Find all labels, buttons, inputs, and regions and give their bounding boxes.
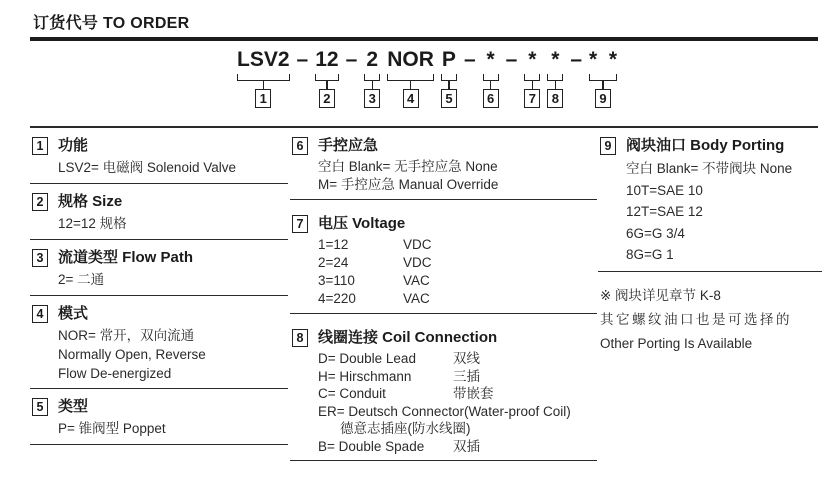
spec-column-right xyxy=(598,136,822,356)
code-segment-text: NOR xyxy=(387,48,434,71)
spec-item-body xyxy=(318,158,597,194)
spec-row xyxy=(58,158,288,178)
code-bracket xyxy=(524,74,540,81)
spec-item-4 xyxy=(30,304,288,389)
spec-item-body xyxy=(626,158,822,266)
spec-item-header xyxy=(32,397,288,417)
code-segment xyxy=(524,48,540,108)
code-segment-text: – xyxy=(463,48,476,71)
row-label: NOR= 常开，双向流通 xyxy=(58,328,195,343)
spec-item-header xyxy=(32,248,288,268)
spec-item-body xyxy=(318,236,597,308)
row-label: M= 手控应急 Manual Override xyxy=(318,177,499,192)
code-position-box: 5 xyxy=(441,89,457,108)
row-label: C= Conduit xyxy=(318,386,386,401)
spec-row xyxy=(626,201,822,223)
code-position-box: 9 xyxy=(595,89,611,108)
code-segment xyxy=(483,48,499,108)
spec-item-body xyxy=(58,158,288,178)
spec-item-header xyxy=(32,192,288,212)
spec-column-left xyxy=(30,136,288,453)
item-number-box: 4 xyxy=(32,305,48,323)
item-number-box: 9 xyxy=(600,137,616,155)
spec-item-2 xyxy=(30,192,288,240)
code-bracket xyxy=(387,74,434,81)
spec-item-header xyxy=(32,304,288,324)
row-note: VAC xyxy=(403,273,430,288)
spec-item-header xyxy=(292,214,597,234)
spec-row xyxy=(318,385,597,403)
code-segment xyxy=(387,48,434,108)
spec-column-middle xyxy=(290,136,597,475)
row-label: 空白 Blank= 无手控应急 None xyxy=(318,159,498,174)
code-position-box: 1 xyxy=(255,89,271,108)
row-note: VDC xyxy=(403,255,432,270)
spec-item-body xyxy=(318,350,597,455)
spec-row xyxy=(318,236,597,254)
code-bracket-stem xyxy=(532,81,534,89)
item-number-box: 3 xyxy=(32,249,48,267)
code-segment xyxy=(237,48,290,108)
code-position-box: 3 xyxy=(364,89,380,108)
code-bracket xyxy=(441,74,457,81)
spec-row xyxy=(318,290,597,308)
spec-item-body xyxy=(58,326,288,383)
row-label: 3=110 xyxy=(318,273,355,288)
spec-item-3 xyxy=(30,248,288,296)
row-label: 4=220 xyxy=(318,291,356,306)
spec-row xyxy=(626,244,822,266)
row-label: 10T=SAE 10 xyxy=(626,182,703,198)
spec-row xyxy=(318,158,597,176)
header-divider xyxy=(30,126,818,128)
row-label: 1=12 xyxy=(318,237,349,252)
row-label: LSV2= 电磁阀 Solenoid Valve xyxy=(58,160,236,175)
item-number-box: 2 xyxy=(32,193,48,211)
code-segment-text: – xyxy=(345,48,358,71)
spec-item-1 xyxy=(30,136,288,184)
code-position-box: 7 xyxy=(524,89,540,108)
code-segment xyxy=(547,48,563,108)
title-divider xyxy=(30,37,818,41)
item-title: 电压 Voltage xyxy=(318,215,406,232)
porting-note xyxy=(600,284,822,356)
item-title: 类型 xyxy=(58,398,89,415)
row-label: 2=24 xyxy=(318,255,349,270)
spec-item-header xyxy=(292,328,597,348)
spec-row xyxy=(58,345,288,364)
code-position-box: 6 xyxy=(483,89,499,108)
row-label: P= 锥阀型 Poppet xyxy=(58,421,166,436)
row-note: 双线 xyxy=(453,351,480,366)
code-dash xyxy=(346,48,358,72)
item-title: 规格 Size xyxy=(58,193,123,210)
item-title: 功能 xyxy=(58,137,89,154)
code-segment-text: 2 xyxy=(366,48,379,71)
porting-note-line: 其它螺纹油口也是可选择的 xyxy=(600,311,792,327)
spec-item-9 xyxy=(598,136,822,272)
row-note: VAC xyxy=(403,291,430,306)
code-position-box: 4 xyxy=(403,89,419,108)
spec-row xyxy=(318,368,597,386)
code-bracket xyxy=(589,74,617,81)
row-label: 2= 二通 xyxy=(58,272,105,287)
row-label: Flow De-energized xyxy=(58,366,172,381)
spec-row xyxy=(58,214,288,234)
spec-item-body xyxy=(58,270,288,290)
code-segment-text: – xyxy=(296,48,309,71)
code-bracket-stem xyxy=(326,81,328,89)
row-label: 12T=SAE 12 xyxy=(626,204,703,219)
code-segment-text: * xyxy=(486,48,495,71)
code-dash xyxy=(464,48,476,72)
spec-item-header xyxy=(600,136,822,156)
item-title: 手控应急 xyxy=(318,137,379,154)
row-note: 带嵌套 xyxy=(453,386,494,401)
spec-item-header xyxy=(32,136,288,156)
row-label: ER= Deutsch Connector(Water-proof Coil) xyxy=(318,403,571,419)
item-number-box: 6 xyxy=(292,137,308,155)
item-number-box: 1 xyxy=(32,137,48,155)
row-label: D= Double Lead xyxy=(318,351,416,366)
row-label: Normally Open, Reverse xyxy=(58,347,206,362)
code-segment xyxy=(364,48,380,108)
code-bracket-stem xyxy=(410,81,412,89)
code-bracket-stem xyxy=(372,81,374,89)
spec-row xyxy=(626,223,822,245)
code-segment xyxy=(589,48,617,108)
spec-row xyxy=(318,254,597,272)
spec-row xyxy=(58,270,288,290)
code-position-box: 2 xyxy=(319,89,335,108)
spec-row xyxy=(318,350,597,368)
row-note: VDC xyxy=(403,237,432,252)
code-segment-text: * xyxy=(551,48,560,71)
spec-row xyxy=(626,158,822,180)
item-title: 阀块油口 Body Porting xyxy=(626,137,785,154)
code-dash xyxy=(570,48,582,72)
spec-row xyxy=(318,272,597,290)
row-label: B= Double Spade xyxy=(318,438,425,454)
code-segment-text: – xyxy=(570,48,582,71)
code-segment xyxy=(315,48,338,108)
code-segment xyxy=(441,48,457,108)
item-title: 线圈连接 Coil Connection xyxy=(318,329,498,346)
code-bracket-stem xyxy=(263,81,265,89)
spec-item-body xyxy=(58,214,288,234)
spec-item-7 xyxy=(290,214,597,314)
spec-item-body xyxy=(58,419,288,439)
spec-item-5 xyxy=(30,397,288,445)
code-bracket xyxy=(237,74,290,81)
code-segment-text: LSV2 xyxy=(237,48,290,71)
spec-row xyxy=(626,180,822,202)
code-bracket-stem xyxy=(448,81,450,89)
order-code-diagram xyxy=(237,48,617,108)
spec-row xyxy=(318,403,597,421)
spec-item-header xyxy=(292,136,597,156)
spec-column-right-items xyxy=(598,136,822,272)
code-bracket-stem xyxy=(490,81,492,89)
row-label: 12=12 规格 xyxy=(58,216,127,231)
spec-row xyxy=(318,176,597,194)
code-bracket xyxy=(315,74,338,81)
code-bracket xyxy=(364,74,380,81)
spec-item-6 xyxy=(290,136,597,200)
spec-row xyxy=(58,419,288,439)
row-label: 空白 Blank= 不带阀块 None xyxy=(626,161,793,176)
code-segment-text: P xyxy=(441,48,456,71)
spec-row xyxy=(58,364,288,383)
item-title: 流道类型 Flow Path xyxy=(58,249,194,266)
code-bracket xyxy=(483,74,499,81)
page-title: 订货代号 TO ORDER xyxy=(33,15,190,32)
row-label: H= Hirschmann xyxy=(318,368,412,384)
porting-note-line: Other Porting Is Available xyxy=(600,335,753,351)
item-number-box: 7 xyxy=(292,215,308,233)
code-segment-text: – xyxy=(505,48,518,71)
code-bracket-stem xyxy=(555,81,557,89)
row-note: 双插 xyxy=(453,438,480,454)
row-label: 8G=G 1 xyxy=(626,247,674,262)
spec-item-8 xyxy=(290,328,597,461)
code-segment-text: * * xyxy=(589,48,618,71)
row-label: 德意志插座(防水线圈) xyxy=(340,421,471,436)
item-number-box: 5 xyxy=(32,398,48,416)
code-position-box: 8 xyxy=(547,89,563,108)
code-segment-text: 12 xyxy=(315,48,339,71)
code-dash xyxy=(506,48,518,72)
code-dash xyxy=(297,48,309,72)
code-bracket-stem xyxy=(602,81,604,89)
item-title: 模式 xyxy=(58,305,89,322)
code-segment-text: * xyxy=(528,48,537,71)
porting-note-line: ※ 阀块详见章节 K-8 xyxy=(600,287,721,303)
spec-row xyxy=(318,438,597,456)
code-bracket xyxy=(547,74,563,81)
row-note: 三插 xyxy=(453,368,480,384)
item-number-box: 8 xyxy=(292,329,308,347)
spec-row xyxy=(340,420,597,438)
row-label: 6G=G 3/4 xyxy=(626,225,685,241)
spec-row xyxy=(58,326,288,345)
